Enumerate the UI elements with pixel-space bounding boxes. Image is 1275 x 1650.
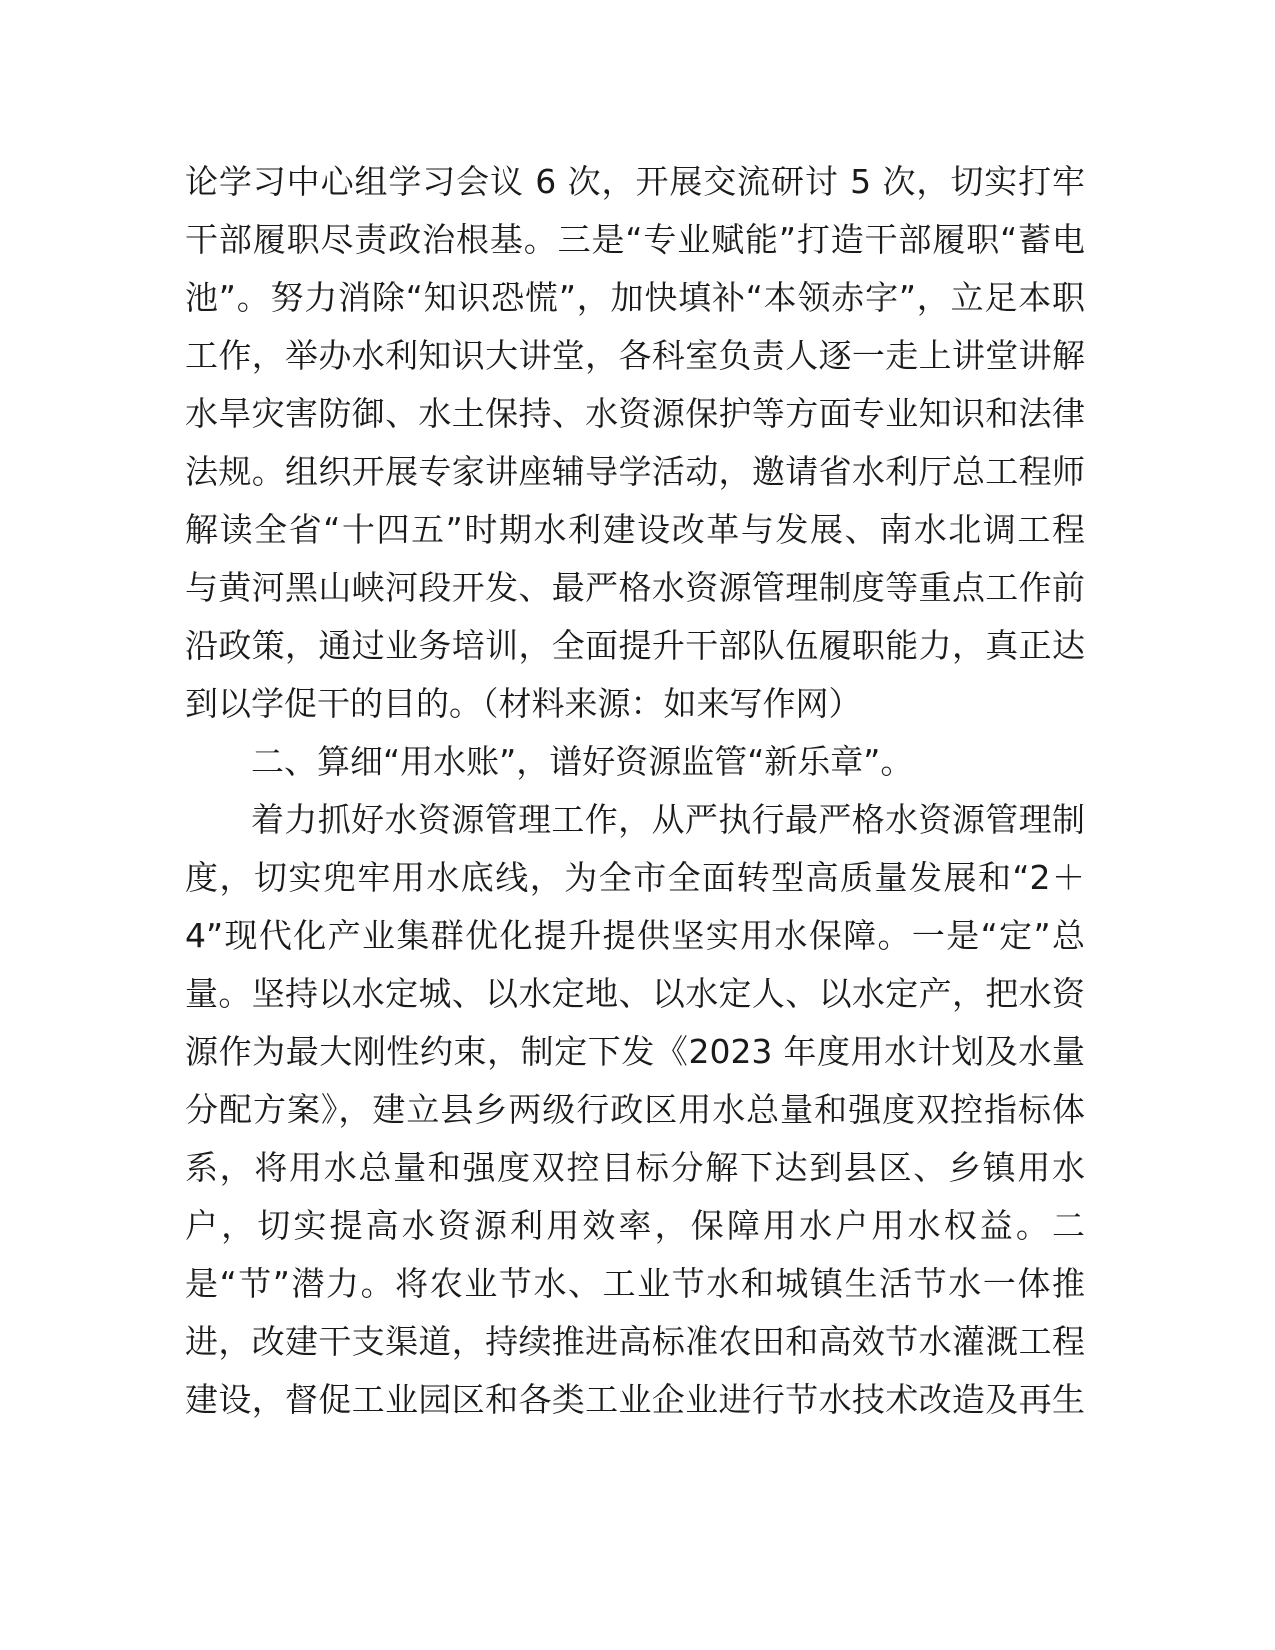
paragraph-line: 建设，督促工业园区和各类工业企业进行节水技术改造及再生: [185, 1380, 1085, 1419]
paragraph-line: 4”现代化产业集群优化提升提供坚实用水保障。一是“定”总: [185, 916, 1085, 955]
paragraph-line: 量。坚持以水定城、以水定地、以水定人、以水定产，把水资: [185, 974, 1085, 1013]
paragraph-line: 沿政策，通过业务培训，全面提升干部队伍履职能力，真正达: [185, 626, 1085, 665]
paragraph-line: 论学习中心组学习会议 6 次，开展交流研讨 5 次，切实打牢: [185, 162, 1085, 201]
paragraph-line: 进，改建干支渠道，持续推进高标准农田和高效节水灌溉工程: [185, 1322, 1085, 1361]
paragraph-line: 法规。组织开展专家讲座辅导学活动，邀请省水利厅总工程师: [185, 452, 1085, 491]
paragraph-line: 源作为最大刚性约束，制定下发《2023 年度用水计划及水量: [185, 1032, 1085, 1071]
paragraph-line: 是“节”潜力。将农业节水、工业节水和城镇生活节水一体推: [185, 1264, 1085, 1303]
paragraph-line: 度，切实兜牢用水底线，为全市全面转型高质量发展和“2＋: [185, 858, 1085, 897]
paragraph-line: 池”。努力消除“知识恐慌”，加快填补“本领赤字”，立足本职: [185, 278, 1085, 317]
paragraph-line: 分配方案》，建立县乡两级行政区用水总量和强度双控指标体: [185, 1090, 1085, 1129]
paragraph-line: 户，切实提高水资源利用效率，保障用水户用水权益。二: [185, 1206, 1085, 1245]
paragraph-line: 水旱灾害防御、水土保持、水资源保护等方面专业知识和法律: [185, 394, 1085, 433]
paragraph-line: 工作，举办水利知识大讲堂，各科室负责人逐一走上讲堂讲解: [185, 336, 1085, 375]
paragraph-line: 与黄河黑山峡河段开发、最严格水资源管理制度等重点工作前: [185, 568, 1085, 607]
section-heading: 二、算细“用水账”，谱好资源监管“新乐章”。: [251, 742, 914, 781]
document-body: [185, 153, 1085, 1429]
paragraph-line: 着力抓好水资源管理工作，从严执行最严格水资源管理制: [251, 800, 1085, 839]
paragraph-line: 系，将用水总量和强度双控目标分解下达到县区、乡镇用水: [185, 1148, 1085, 1187]
paragraph-line: 干部履职尽责政治根基。三是“专业赋能”打造干部履职“蓄电: [185, 220, 1085, 259]
paragraph-line: 到以学促干的目的。（材料来源：如来写作网）: [185, 684, 862, 723]
paragraph-line: 解读全省“十四五”时期水利建设改革与发展、南水北调工程: [185, 510, 1085, 549]
